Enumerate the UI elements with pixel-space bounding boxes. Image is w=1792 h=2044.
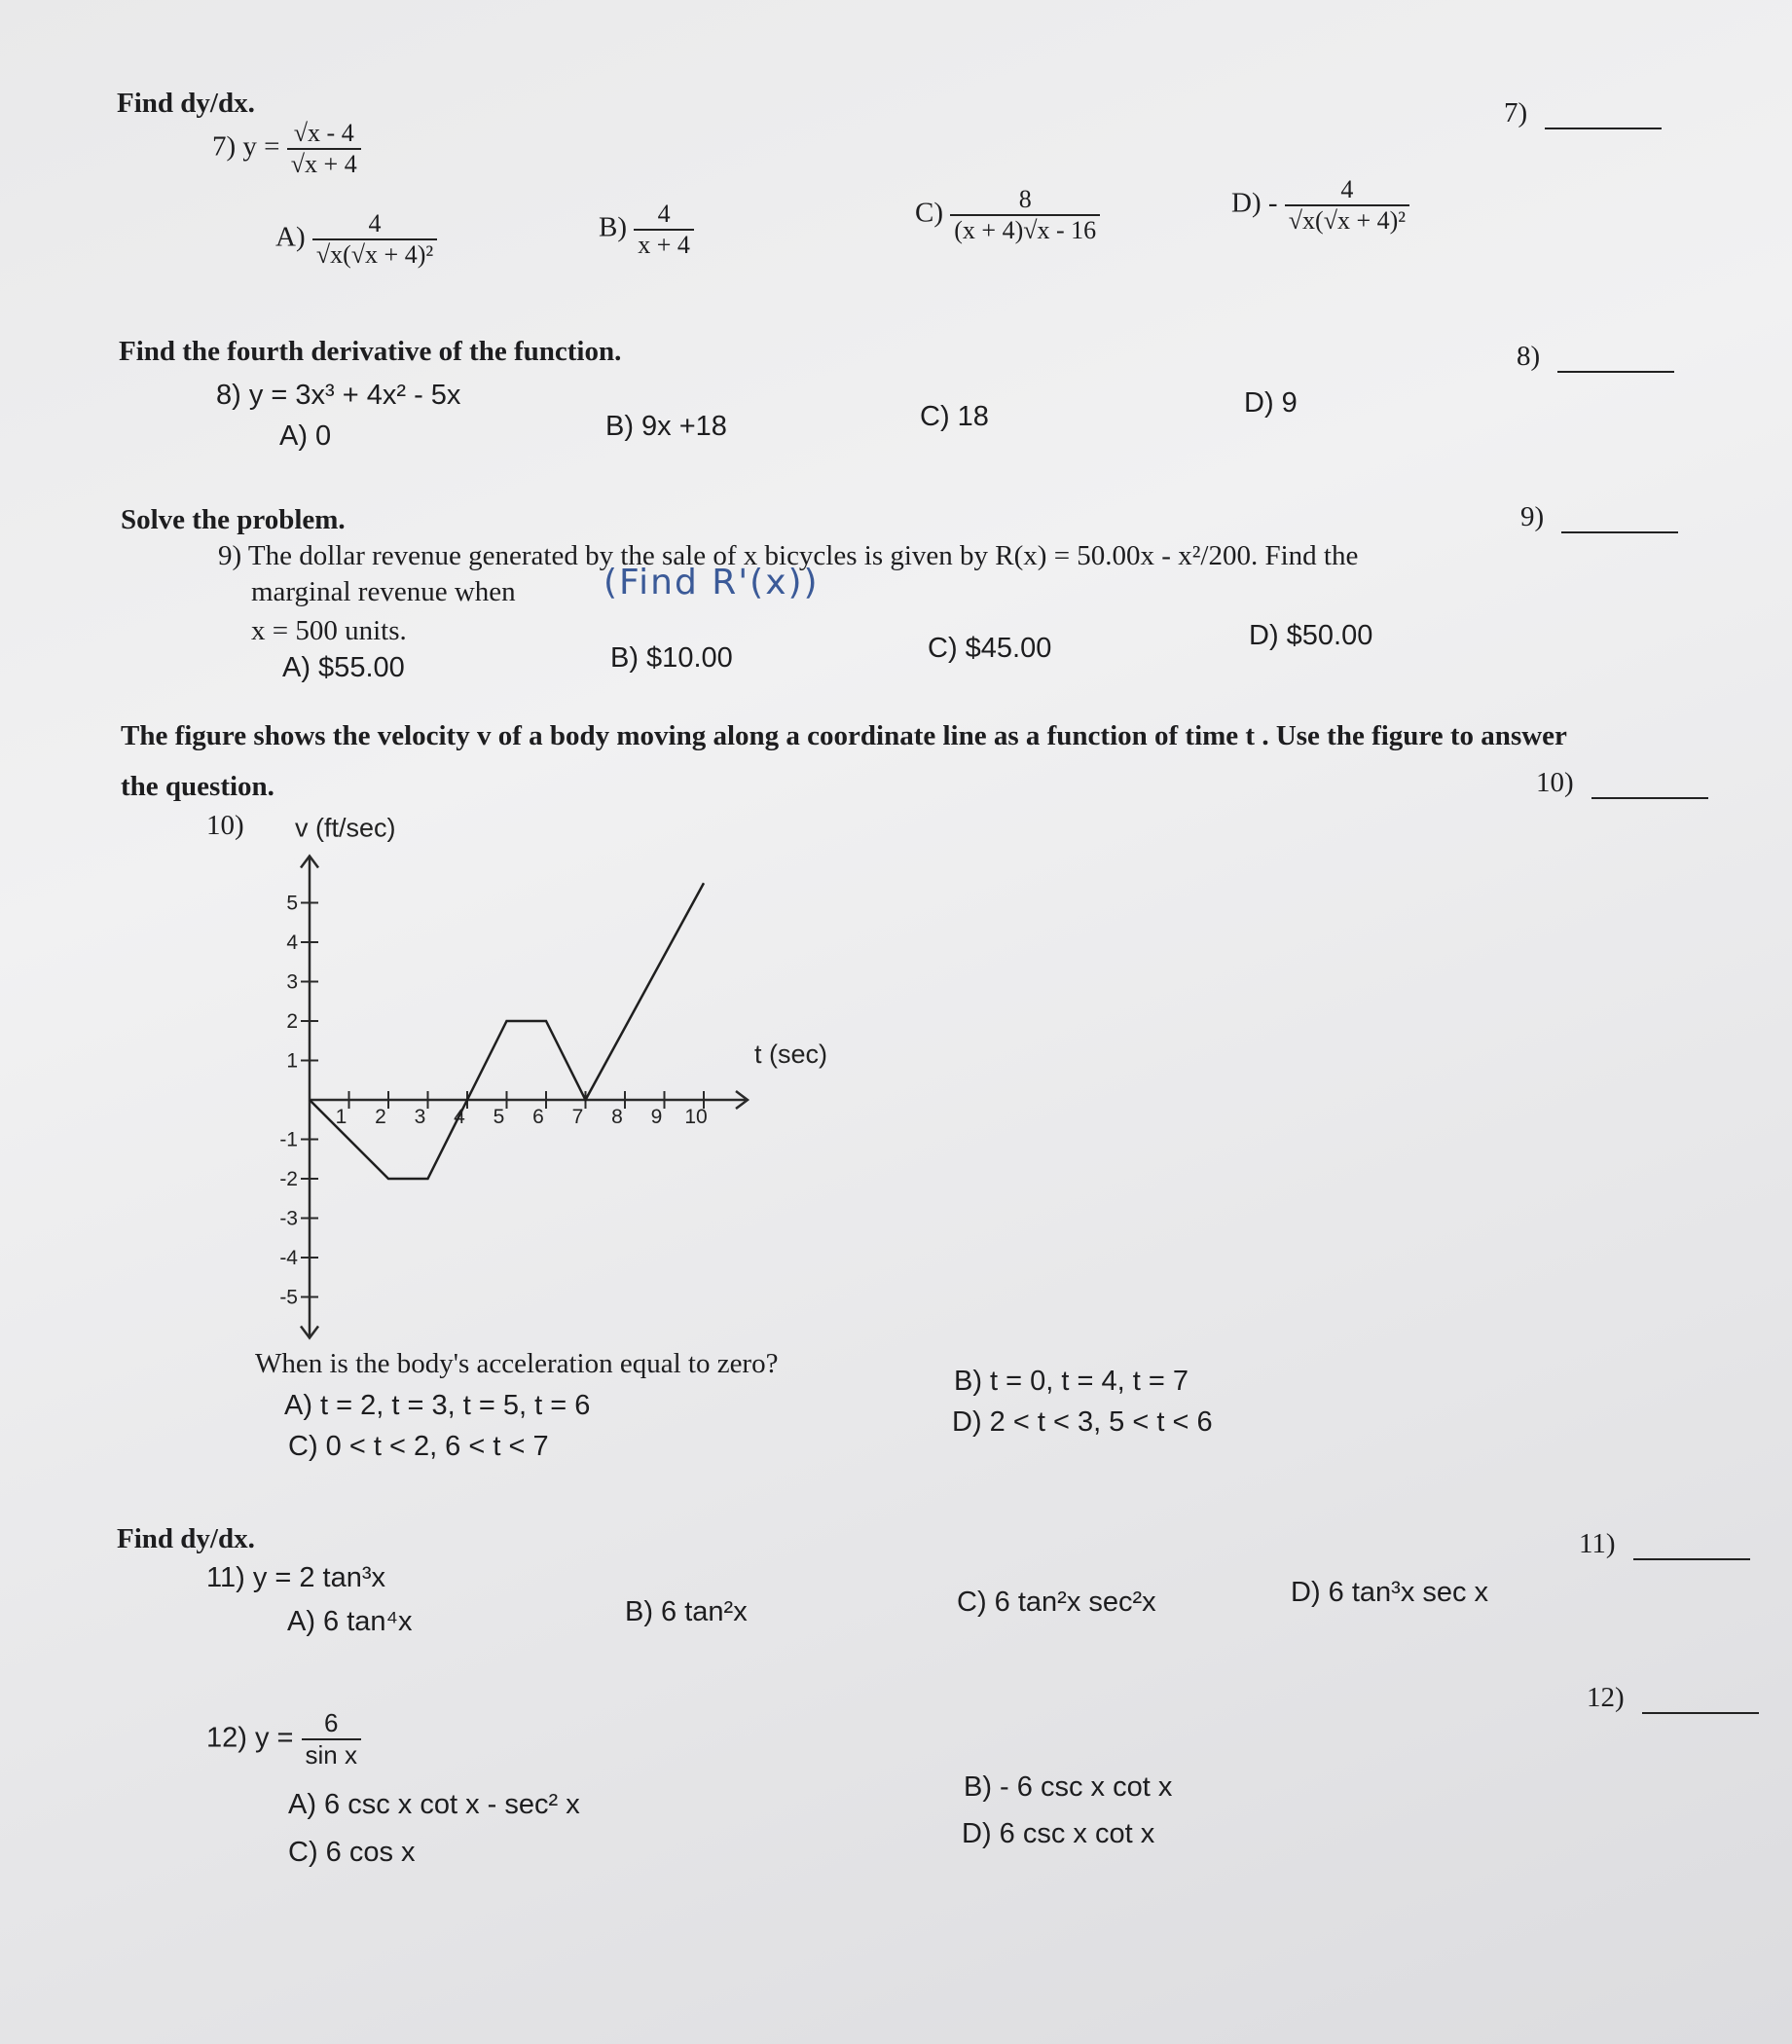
- velocity-line: [310, 883, 704, 1179]
- q11-choice-a[interactable]: A) 6 tan⁴x: [287, 1606, 413, 1637]
- q9-choice-d[interactable]: D) $50.00: [1249, 620, 1373, 651]
- q8-choice-c[interactable]: C) 18: [920, 401, 989, 432]
- q7-equation: [287, 119, 361, 179]
- q7-b-num: 4: [657, 200, 671, 228]
- q10-answer-line[interactable]: [1591, 797, 1708, 799]
- y-tick-label: 4: [286, 931, 298, 954]
- q7-a-den: √x(√x + 4)²: [312, 238, 437, 270]
- q7-choice-c-label: C): [915, 197, 943, 229]
- q10-choice-b[interactable]: B) t = 0, t = 4, t = 7: [954, 1366, 1189, 1397]
- q12-answer-label: 12): [1587, 1682, 1625, 1713]
- y-tick-label: 2: [286, 1010, 298, 1033]
- q7-d-num: 4: [1340, 175, 1354, 203]
- q7-eq-denominator: √x + 4: [287, 148, 361, 179]
- q11-choice-d[interactable]: D) 6 tan³x sec x: [1291, 1577, 1489, 1608]
- x-tick-label: 4: [454, 1106, 465, 1128]
- velocity-chart: [253, 808, 857, 1353]
- q9-line2: marginal revenue when: [251, 576, 516, 607]
- x-tick-label: 7: [571, 1106, 584, 1128]
- q12-choice-b[interactable]: B) - 6 csc x cot x: [964, 1771, 1173, 1803]
- x-tick-label: 8: [611, 1106, 623, 1128]
- q11-answer-line[interactable]: [1633, 1558, 1750, 1560]
- q7-choice-b-label: B): [599, 211, 627, 243]
- q8-choice-d[interactable]: D) 9: [1244, 387, 1298, 419]
- y-tick-label: -2: [279, 1168, 298, 1190]
- figure-instruction-line1: The figure shows the velocity v of a body moving along a coordinate line as a function of time t . Use the figure to answer: [121, 720, 1567, 751]
- y-tick-label: 3: [286, 970, 298, 994]
- q12-prompt: [206, 1708, 361, 1770]
- q7-choice-a-label: A): [275, 221, 306, 253]
- y-tick-label: 5: [286, 892, 298, 915]
- section-header-solve: Solve the problem.: [121, 504, 346, 535]
- q10-choice-a[interactable]: A) t = 2, t = 3, t = 5, t = 6: [284, 1390, 591, 1421]
- q8-answer-slot[interactable]: [1517, 341, 1674, 373]
- x-tick-label: 1: [335, 1106, 347, 1128]
- q7-c-den: (x + 4)√x - 16: [950, 214, 1100, 245]
- q9-answer-slot[interactable]: [1520, 501, 1678, 533]
- q10-question: When is the body's acceleration equal to zero?: [255, 1348, 779, 1379]
- q9-handwritten-note: (Find R'(x)): [603, 563, 820, 602]
- q7-choice-c[interactable]: [915, 185, 1100, 245]
- q11-choice-c[interactable]: C) 6 tan²x sec²x: [957, 1587, 1156, 1618]
- q7-c-num: 8: [1018, 185, 1032, 213]
- q11-answer-slot[interactable]: [1579, 1528, 1750, 1560]
- q7-a-num: 4: [368, 209, 382, 237]
- q9-choice-c[interactable]: C) $45.00: [928, 633, 1052, 664]
- q12-equation: [302, 1708, 361, 1770]
- q7-d-den: √x(√x + 4)²: [1285, 204, 1409, 236]
- q9-line1: 9) The dollar revenue generated by the sale of x bicycles is given by R(x) = 50.00x - x²/200. Find the: [218, 540, 1359, 571]
- q8-answer-label: 8): [1517, 341, 1541, 372]
- q10-choice-d[interactable]: D) 2 < t < 3, 5 < t < 6: [952, 1406, 1213, 1438]
- q12-eq-numerator: 6: [324, 1708, 339, 1737]
- x-axis-label: t (sec): [754, 1040, 828, 1069]
- q7-prompt-label: 7) y =: [212, 130, 280, 163]
- q7-choice-a[interactable]: [275, 209, 437, 270]
- x-tick-label: 9: [650, 1106, 663, 1128]
- q8-answer-line[interactable]: [1557, 371, 1674, 373]
- q10-answer-label: 10): [1536, 767, 1574, 798]
- y-tick-label: -1: [279, 1128, 298, 1151]
- q11-prompt: 11) y = 2 tan³x: [206, 1562, 386, 1593]
- x-tick-label: 2: [375, 1106, 386, 1128]
- x-tick-label: 10: [684, 1106, 708, 1128]
- y-tick-label: 1: [286, 1049, 298, 1073]
- q10-answer-slot[interactable]: [1536, 767, 1708, 799]
- q12-answer-line[interactable]: [1642, 1712, 1759, 1714]
- q8-prompt: 8) y = 3x³ + 4x² - 5x: [216, 380, 461, 411]
- q7-choice-d-label: D) -: [1231, 187, 1278, 219]
- q8-choice-a[interactable]: A) 0: [279, 420, 332, 452]
- section-header-find-dydx: Find dy/dx.: [117, 88, 255, 119]
- q7-answer-slot[interactable]: [1504, 97, 1662, 129]
- q7-choice-d[interactable]: [1231, 175, 1409, 236]
- y-tick-label: -3: [279, 1207, 298, 1230]
- q7-choice-b[interactable]: [599, 200, 694, 260]
- x-tick-label: 3: [414, 1106, 426, 1128]
- q12-answer-slot[interactable]: [1587, 1682, 1759, 1714]
- q9-choice-b[interactable]: B) $10.00: [610, 642, 733, 674]
- q12-choice-c[interactable]: C) 6 cos x: [288, 1837, 416, 1868]
- q10-number: 10): [206, 810, 244, 841]
- section-header-find-dydx-2: Find dy/dx.: [117, 1523, 255, 1554]
- q12-prompt-label: 12) y =: [206, 1722, 294, 1754]
- x-tick-label: 5: [493, 1106, 505, 1128]
- q12-eq-denominator: sin x: [302, 1738, 361, 1770]
- y-axis-label: v (ft/sec): [295, 813, 396, 843]
- q9-line3: x = 500 units.: [251, 615, 407, 646]
- q8-choice-b[interactable]: B) 9x +18: [605, 411, 727, 442]
- q9-answer-label: 9): [1520, 501, 1545, 532]
- q7-b-den: x + 4: [634, 229, 694, 260]
- y-tick-label: -4: [279, 1247, 298, 1269]
- x-tick-label: 6: [532, 1106, 544, 1128]
- figure-instruction-line2: the question.: [121, 771, 274, 802]
- q7-answer-line[interactable]: [1545, 128, 1662, 129]
- q7-prompt: [212, 119, 361, 179]
- q12-choice-d[interactable]: D) 6 csc x cot x: [962, 1818, 1155, 1849]
- q11-answer-label: 11): [1579, 1528, 1616, 1559]
- y-tick-label: -5: [279, 1286, 298, 1309]
- q9-choice-a[interactable]: A) $55.00: [282, 652, 405, 683]
- q10-choice-c[interactable]: C) 0 < t < 2, 6 < t < 7: [288, 1431, 549, 1462]
- q7-answer-label: 7): [1504, 97, 1528, 128]
- q12-choice-a[interactable]: A) 6 csc x cot x - sec² x: [288, 1789, 580, 1820]
- q7-eq-numerator: √x - 4: [293, 119, 354, 147]
- section-header-fourth-derivative: Find the fourth derivative of the function.: [119, 336, 622, 367]
- q9-answer-line[interactable]: [1561, 531, 1678, 533]
- q11-choice-b[interactable]: B) 6 tan²x: [625, 1596, 748, 1627]
